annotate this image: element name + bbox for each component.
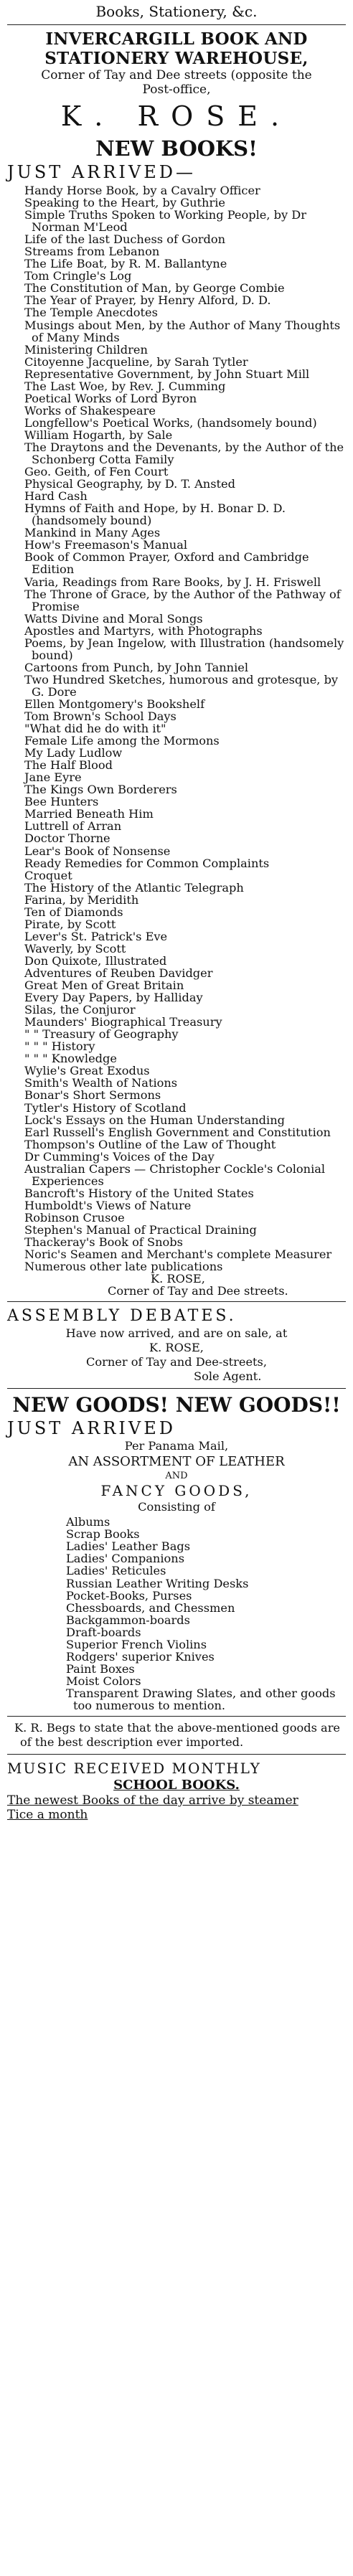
book-list-item: Ministering Children xyxy=(24,342,148,357)
last-line-2: Tice a month xyxy=(7,1808,88,1823)
book-list-item: Adventures of Reuben Davidger xyxy=(24,966,213,980)
book-list-item: Tom Cringle's Log xyxy=(24,269,132,283)
book-list-item: Bancroft's History of the United States xyxy=(24,1186,254,1200)
book-list-item: Hard Cash xyxy=(24,489,88,504)
new-goods-heading: NEW GOODS! NEW GOODS!! xyxy=(12,1393,341,1417)
divider xyxy=(7,1301,346,1302)
book-list-item: The Life Boat, by R. M. Ballantyne xyxy=(24,257,227,271)
book-list-item: Speaking to the Heart, by Guthrie xyxy=(24,196,225,210)
book-list-item: Ready Remedies for Common Complaints xyxy=(24,856,270,870)
book-list-item: My Lady Ludlow xyxy=(24,746,123,760)
book-list-item: Physical Geography, by D. T. Ansted xyxy=(24,477,235,491)
goods-list-item: Ladies' Leather Bags xyxy=(66,1539,191,1554)
book-list-item: Earl Russell's English Government and Constitution xyxy=(24,1125,331,1139)
music-title: MUSIC RECEIVED MONTHLY xyxy=(7,1760,261,1778)
warehouse-address-line1: Corner of Tay and Dee streets (opposite the xyxy=(41,68,312,82)
fancy-goods-line: FANCY GOODS, xyxy=(100,1482,253,1500)
book-list-item: Bee Hunters xyxy=(24,795,99,809)
book-list-item: Doctor Thorne xyxy=(24,831,110,846)
divider xyxy=(7,1754,346,1755)
book-list-item: Lever's St. Patrick's Eve xyxy=(24,929,168,943)
assembly-address: Corner of Tay and Dee-streets, xyxy=(86,1355,267,1369)
goods-list-item: Draft-boards xyxy=(66,1625,141,1639)
proprietor-name: K. ROSE. xyxy=(60,100,293,132)
book-list-item: Lear's Book of Nonsense xyxy=(24,844,171,858)
goods-list-item: Russian Leather Writing Desks xyxy=(66,1576,249,1590)
goods-list-item: Chessboards, and Chessmen xyxy=(66,1600,235,1615)
book-list-item: Pirate, by Scott xyxy=(24,917,116,931)
book-list-item: Numerous other late publications xyxy=(24,1260,223,1274)
assembly-agent: Sole Agent. xyxy=(194,1369,262,1384)
book-list-item: Two Hundred Sketches, humorous and grotesque, by G. Dore xyxy=(24,672,339,699)
book-list-item: Mankind in Many Ages xyxy=(24,526,161,540)
assembly-name: K. ROSE, xyxy=(149,1341,204,1355)
goods-list-item: Albums xyxy=(66,1515,110,1529)
book-list-item: Ellen Montgomery's Bookshelf xyxy=(24,697,205,711)
goods-list-item: Ladies' Companions xyxy=(66,1552,184,1566)
goods-list-item: Pocket-Books, Purses xyxy=(66,1588,192,1603)
goods-list-item: Ladies' Reticules xyxy=(66,1564,166,1578)
book-list-item: Simple Truths Spoken to Working People, by Dr Norman M'Leod xyxy=(24,208,306,235)
book-list-item: Waverly, by Scott xyxy=(24,941,126,956)
book-list-item: Works of Shakespeare xyxy=(24,403,156,417)
book-list-item: Tytler's History of Scotland xyxy=(24,1100,187,1115)
book-list-item: How's Freemason's Manual xyxy=(24,538,188,552)
book-list-item: Representative Government, by John Stuart Mill xyxy=(24,367,310,381)
assembly-debates-title: ASSEMBLY DEBATES. xyxy=(7,1307,237,1326)
book-list-item: Poems, by Jean Ingelow, with Illustration (handsomely bound) xyxy=(24,636,344,662)
book-list-item: Married Beneath Him xyxy=(24,807,154,821)
goods-list-item: Backgammon-boards xyxy=(66,1613,190,1627)
book-list-item: Noric's Seamen and Merchant's complete Measurer xyxy=(24,1247,332,1262)
book-list-item: The Half Blood xyxy=(24,758,113,773)
goods-list-item: Superior French Violins xyxy=(66,1637,207,1651)
book-list-item: Thompson's Outline of the Law of Thought xyxy=(24,1137,276,1151)
book-list-item: Wylie's Great Exodus xyxy=(24,1064,150,1078)
book-list-item: " " " History xyxy=(24,1039,95,1054)
signature-name: K. ROSE, xyxy=(151,1272,205,1286)
book-list-item: Geo. Geith, of Fen Court xyxy=(24,465,169,479)
book-list-item: The Year of Prayer, by Henry Alford, D. D. xyxy=(24,293,271,308)
assortment-line: AN ASSORTMENT OF LEATHER xyxy=(68,1454,285,1470)
book-list-item: Robinson Crusoe xyxy=(24,1210,125,1225)
goods-list-item: Scrap Books xyxy=(66,1527,140,1542)
book-list-item: Jane Eyre xyxy=(24,770,82,785)
book-list-item: Croquet xyxy=(24,868,72,882)
book-list-item: Varia, Readings from Rare Books, by J. H. Friswell xyxy=(24,575,321,589)
school-books: SCHOOL BOOKS. xyxy=(113,1778,240,1793)
book-list-item: Poetical Works of Lord Byron xyxy=(24,391,197,405)
book-list-item: Female Life among the Mormons xyxy=(24,734,220,748)
just-arrived-heading: JUST ARRIVED— xyxy=(7,162,196,182)
goods-list-item: Transparent Drawing Slates, and other goods too numerous to mention. xyxy=(66,1686,336,1712)
book-list-item: Australian Capers — Christopher Cockle's Colonial Experiences xyxy=(24,1161,326,1188)
signature-address: Corner of Tay and Dee streets. xyxy=(108,1284,288,1298)
warehouse-address-line2: Post-office, xyxy=(142,82,211,97)
book-list-item: Musings about Men, by the Author of Many Thoughts of Many Minds xyxy=(24,318,341,344)
book-list-item: Book of Common Prayer, Oxford and Cambridge Edition xyxy=(24,550,309,577)
book-list-item: Maunders' Biographical Treasury xyxy=(24,1015,222,1029)
book-list-item: Cartoons from Punch, by John Tanniel xyxy=(24,660,249,674)
book-list-item: William Hogarth, by Sale xyxy=(24,428,173,442)
warehouse-title-line2: STATIONERY WAREHOUSE, xyxy=(44,49,309,68)
closing-note: K. R. Begs to state that the above-mentioned goods are of the best description ever imported. xyxy=(14,1721,341,1750)
goods-list-item: Moist Colors xyxy=(66,1674,141,1688)
book-list-item: Tom Brown's School Days xyxy=(24,709,176,724)
warehouse-title-line1: INVERCARGILL BOOK AND xyxy=(45,29,308,49)
book-list-item: Hymns of Faith and Hope, by H. Bonar D. D. (handsomely bound) xyxy=(24,501,286,528)
divider xyxy=(7,1388,346,1389)
book-list-item: The Draytons and the Devenants, by the Author of the Schonberg Cotta Family xyxy=(24,440,344,467)
book-list-item: Ten of Diamonds xyxy=(24,905,123,919)
divider xyxy=(7,1716,346,1717)
section-title: Books, Stationery, &c. xyxy=(95,3,258,20)
book-list-item: "What did he do with it" xyxy=(24,722,166,736)
book-list-item: The Throne of Grace, by the Author of the Pathway of Promise xyxy=(24,587,341,613)
book-list-item: The Last Woe, by Rev. J. Cumming xyxy=(24,379,226,393)
book-list-item: The History of the Atlantic Telegraph xyxy=(24,880,244,895)
book-list-item: Streams from Lebanon xyxy=(24,245,160,259)
book-list-item: The Kings Own Borderers xyxy=(24,783,177,797)
consisting-of: Consisting of xyxy=(138,1500,215,1514)
book-list-item: Longfellow's Poetical Works, (handsomely bound) xyxy=(24,415,317,430)
book-list-item: Farina, by Meridith xyxy=(24,892,139,907)
goods-list xyxy=(7,1516,346,1712)
book-list-item: " " Treasury of Geography xyxy=(24,1027,179,1042)
book-list-item: Apostles and Martyrs, with Photographs xyxy=(24,623,263,638)
book-list-item: The Temple Anecdotes xyxy=(24,306,158,320)
book-list-item: Dr Cumming's Voices of the Day xyxy=(24,1149,215,1164)
book-list-item: Thackeray's Book of Snobs xyxy=(24,1235,183,1250)
book-list-item: " " " Knowledge xyxy=(24,1052,117,1066)
and-line: AND xyxy=(165,1471,188,1482)
book-list-item: The Constitution of Man, by George Combie xyxy=(24,281,285,296)
book-list-item: Handy Horse Book, by a Cavalry Officer xyxy=(24,184,260,197)
goods-list-item: Rodgers' superior Knives xyxy=(66,1649,215,1664)
book-list-item: Smith's Wealth of Nations xyxy=(24,1076,178,1090)
book-list-item: Luttrell of Arran xyxy=(24,819,122,834)
divider xyxy=(7,24,346,25)
book-list-item: Citoyenne Jacqueline, by Sarah Tytler xyxy=(24,354,248,369)
book-list-item: Stephen's Manual of Practical Draining xyxy=(24,1222,257,1237)
book-list-item: Life of the last Duchess of Gordon xyxy=(24,232,226,247)
per-mail: Per Panama Mail, xyxy=(124,1439,229,1453)
book-list-item: Silas, the Conjuror xyxy=(24,1003,136,1017)
new-books-heading: NEW BOOKS! xyxy=(95,136,258,161)
book-list-item: Humboldt's Views of Nature xyxy=(24,1198,192,1212)
book-list xyxy=(7,184,346,1273)
book-list-item: Don Quixote, Illustrated xyxy=(24,953,167,968)
book-list-item: Great Men of Great Britain xyxy=(24,978,184,993)
assembly-line: Have now arrived, and are on sale, at xyxy=(65,1326,288,1341)
book-list-item: Every Day Papers, by Halliday xyxy=(24,991,203,1005)
book-list-item: Watts Divine and Moral Songs xyxy=(24,611,203,626)
book-list-item: Bonar's Short Sermons xyxy=(24,1088,161,1103)
last-line-1: The newest Books of the day arrive by steamer xyxy=(7,1793,298,1808)
goods-list-item: Paint Boxes xyxy=(66,1661,135,1676)
book-list-item: Lock's Essays on the Human Understanding xyxy=(24,1113,286,1127)
goods-just-arrived: JUST ARRIVED xyxy=(7,1418,176,1439)
